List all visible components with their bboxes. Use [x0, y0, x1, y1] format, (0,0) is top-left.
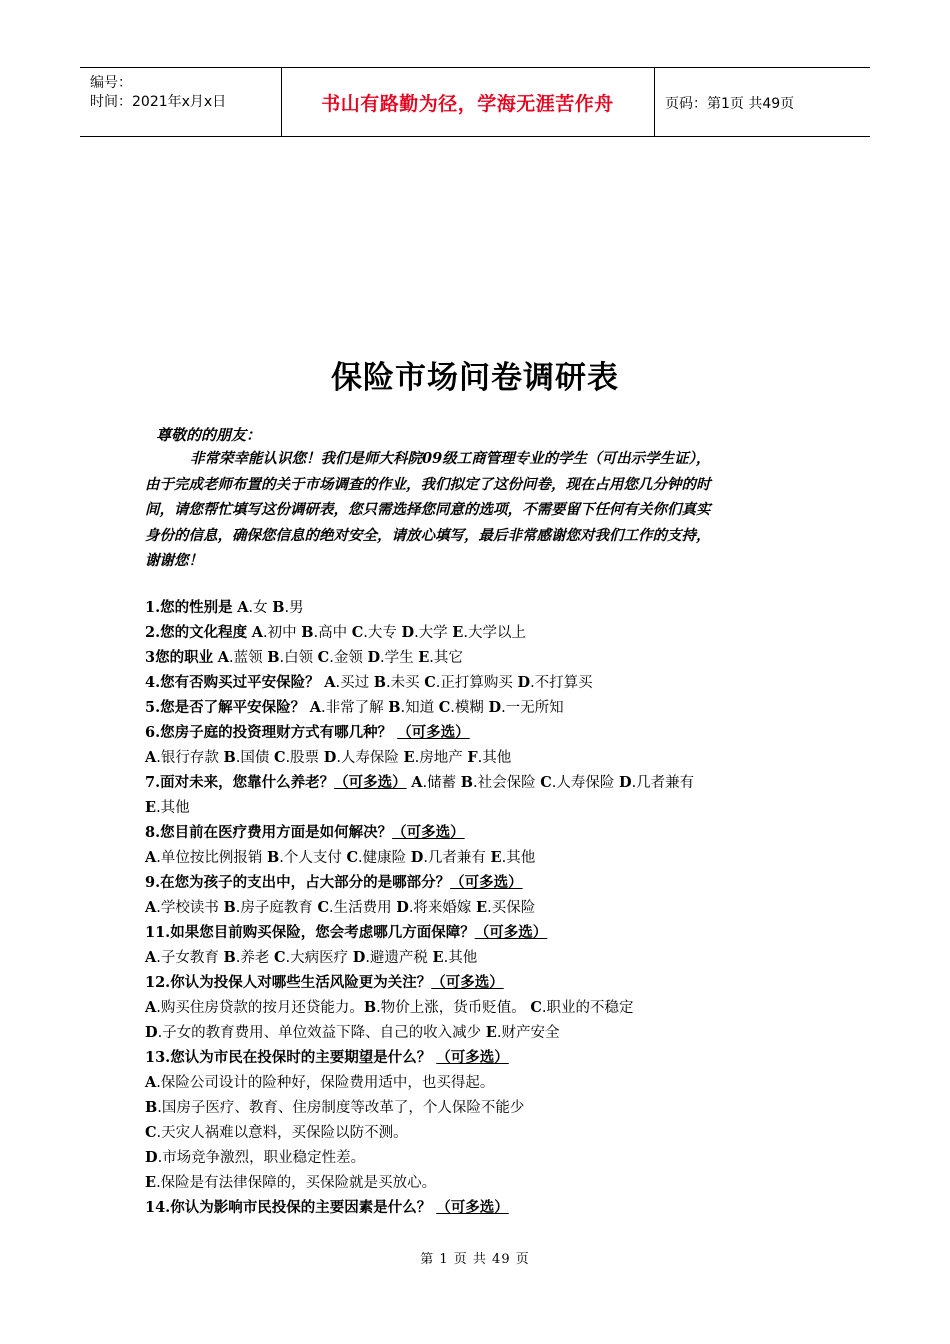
- doc-time-label: 时间：2021年x月x日: [90, 94, 227, 110]
- intro-line: 间，请您帮忙填写这份调研表，您只需选择您同意的选项，不需要留下任何有关你们真实: [145, 501, 711, 518]
- intro-line: 非常荣幸能认识您！我们是师大科院09级工商管理专业的学生（可出示学生证），: [190, 450, 711, 467]
- options-row: A.学校读书 B.房子庭教育 C.生活费用 D.将来婚嫁 E.买保险: [145, 899, 536, 916]
- options-row: C.天灾人祸难以意料，买保险以防不测。: [145, 1124, 408, 1141]
- options-row: A.子女教育 B.养老 C.大病医疗 D.避遗产税 E.其他: [145, 949, 478, 966]
- question-row: 9.在您为孩子的支出中，占大部分的是哪部分？（可多选）: [145, 874, 523, 891]
- header-motto: 书山有路勤为径，学海无涯苦作舟: [321, 92, 614, 115]
- question-row: 1.您的性别是 A.女 B.男: [145, 599, 304, 616]
- doc-number-label: 编号：: [90, 75, 132, 91]
- options-row: B.国房子医疗、教育、住房制度等改革了，个人保险不能少: [145, 1099, 525, 1116]
- intro-line: 身份的信息，确保您信息的绝对安全，请放心填写，最后非常感谢您对我们工作的支持，: [145, 526, 711, 544]
- options-row: E.保险是有法律保障的，买保险就是买放心。: [145, 1174, 437, 1191]
- options-row: A.银行存款 B.国债 C.股票 D.人寿保险 E.房地产 F.其他: [145, 749, 512, 766]
- page-footer: 第 1 页 共 49 页: [420, 1252, 530, 1267]
- page-header: [80, 67, 870, 137]
- header-page-cell: [655, 68, 870, 136]
- header-motto-cell: [281, 68, 655, 136]
- options-row: D.子女的教育费用、单位效益下降、自己的收入减少 E.财产安全: [145, 1024, 560, 1041]
- question-row: 4.您有否购买过平安保险？ A.买过 B.未买 C.正打算购买 D.不打算买: [145, 674, 593, 691]
- page-title: 保险市场问卷调研表: [331, 360, 619, 396]
- question-row: 13.您认为市民在投保时的主要期望是什么？ （可多选）: [145, 1049, 509, 1066]
- options-row: E.其他: [145, 799, 190, 816]
- intro-paragraph: [145, 446, 813, 574]
- question-row: 5.您是否了解平安保险？ A.非常了解 B.知道 C.模糊 D.一无所知: [145, 699, 564, 716]
- question-row: 14.你认为影响市民投保的主要因素是什么？ （可多选）: [145, 1199, 509, 1216]
- question-row: 8.您目前在医疗费用方面是如何解决？（可多选）: [145, 824, 465, 841]
- question-row: 7.面对未来，您靠什么养老？（可多选） A.储蓄 B.社会保险 C.人寿保险 D.几者兼有: [145, 774, 695, 791]
- options-row: A.购买住房贷款的按月还贷能力。B.物价上涨，货币贬值。 C.职业的不稳定: [145, 999, 634, 1016]
- question-row: 3您的职业 A.蓝领 B.白领 C.金领 D.学生 E.其它: [145, 649, 463, 666]
- question-row: 12.你认为投保人对哪些生活风险更为关注？（可多选）: [145, 974, 504, 991]
- question-row: 11.如果您目前购买保险，您会考虑哪几方面保障？（可多选）: [145, 924, 548, 941]
- question-list: [145, 595, 825, 1220]
- header-meta: [80, 68, 282, 136]
- options-row: A.保险公司设计的险种好，保险费用适中，也买得起。: [145, 1074, 495, 1091]
- question-row: 2.您的文化程度 A.初中 B.高中 C.大专 D.大学 E.大学以上: [145, 624, 526, 641]
- header-page-number: 页码：第1页 共49页: [665, 96, 795, 112]
- options-row: A.单位按比例报销 B.个人支付 C.健康险 D.几者兼有 E.其他: [145, 849, 536, 866]
- question-row: 6.您房子庭的投资理财方式有哪几种？ （可多选）: [145, 724, 470, 741]
- greeting: 尊敬的的朋友：: [156, 426, 262, 444]
- intro-line: 谢谢您！: [145, 552, 203, 569]
- options-row: D.市场竞争激烈，职业稳定性差。: [145, 1149, 366, 1166]
- intro-line: 由于完成老师布置的关于市场调查的作业，我们拟定了这份问卷，现在占用您几分钟的时: [145, 475, 711, 493]
